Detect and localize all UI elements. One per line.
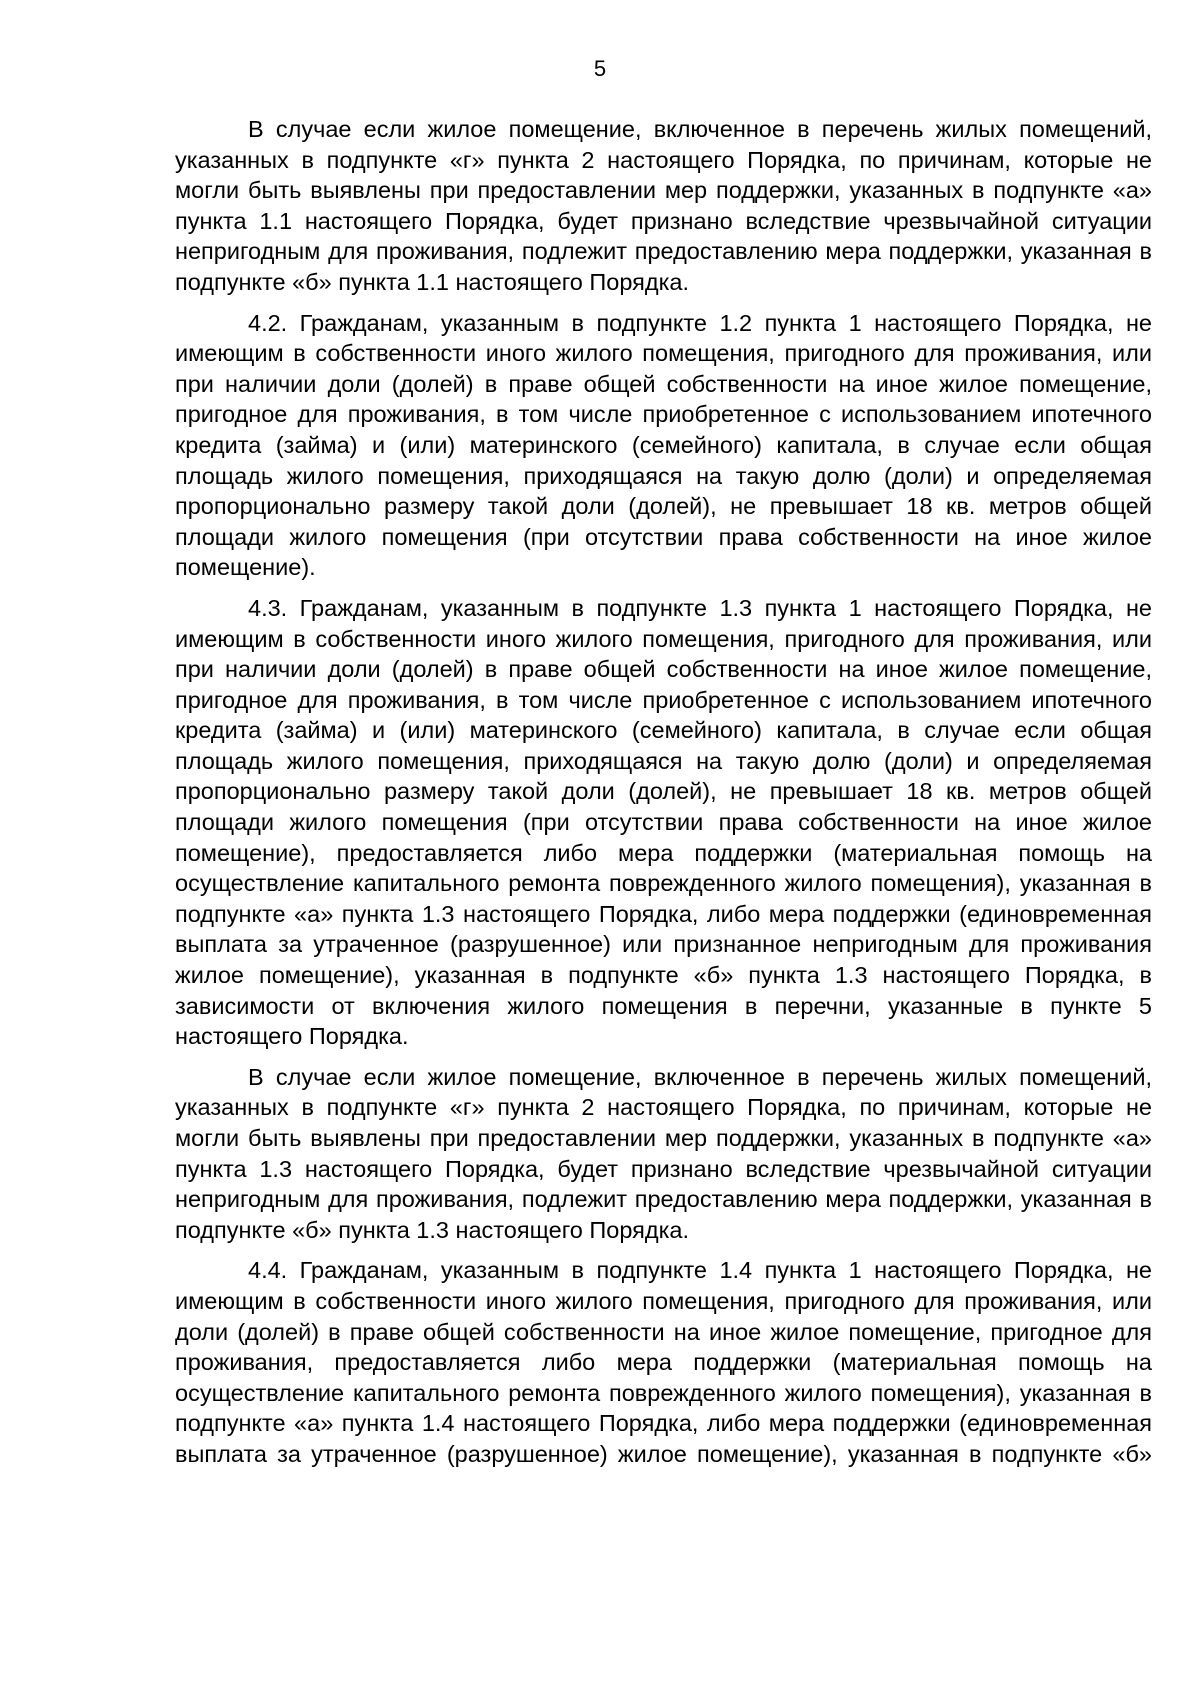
paragraph-case-1-3: В случае если жилое помещение, включенное в перечень жилых помещений, указанных в подпункте «г» пункта 2 настоящего Порядка, по причинам, которые не могли быть выявлены при предоставлении мер поддержки, указанных в подпункте «а» пункта 1.3 настоящего Порядка, будет признано вследствие чрезвычайной ситуации непригодным для проживания, подлежит предоставлению мера поддержки, указанная в подпункте «б» пункта 1.3 настоящего Порядка. bbox=[175, 1063, 1152, 1243]
page-number: 5 bbox=[593, 56, 607, 81]
paragraph-4-3: 4.3. Гражданам, указанным в подпункте 1.3 пункта 1 настоящего Порядка, не имеющим в собственности иного жилого помещения, пригодного для проживания, или при наличии доли (долей) в праве общей собственности на иное жилое помещение, пригодное для проживания, в том числе приобретенное с использованием ипотечного кредита (займа) и (или) материнского (семейного) капитала, в случае если общая площадь жилого помещения, приходящаяся на такую долю (доли) и определяемая пропорционально размеру такой доли (долей), не превышает 18 кв. метров общей площади жилого помещения (при отсутствии права собственности на иное жилое помещение), предоставляется либо мера поддержки (материальная помощь на осуществление капитального ремонта поврежденного жилого помещения), указанная в подпункте «а» пункта 1.3 настоящего Порядка, либо мера поддержки (единовременная выплата за утраченное (разрушенное) или признанное непригодным для проживания жилое помещение), указанная в подпункте «б» пункта 1.3 настоящего Порядка, в зависимости от включения жилого помещения в перечни, указанные в пункте 5 настоящего Порядка. bbox=[175, 594, 1152, 1050]
paragraph-4-2: 4.2. Гражданам, указанным в подпункте 1.2 пункта 1 настоящего Порядка, не имеющим в собственности иного жилого помещения, пригодного для проживания, или при наличии доли (долей) в праве общей собственности на иное жилое помещение, пригодное для проживания, в том числе приобретенное с использованием ипотечного кредита (займа) и (или) материнского (семейного) капитала, в случае если общая площадь жилого помещения, приходящаяся на такую долю (доли) и определяемая пропорционально размеру такой доли (долей), не превышает 18 кв. метров общей площади жилого помещения (при отсутствии права собственности на иное жилое помещение). bbox=[175, 309, 1152, 581]
document-body bbox=[175, 114, 1152, 1470]
paragraph-4-4: 4.4. Гражданам, указанным в подпункте 1.4 пункта 1 настоящего Порядка, не имеющим в собственности иного жилого помещения, пригодного для проживания, или доли (долей) в праве общей собственности на иное жилое помещение, пригодное для проживания, предоставляется либо мера поддержки (материальная помощь на осуществление капитального ремонта поврежденного жилого помещения), указанная в подпункте «а» пункта 1.4 настоящего Порядка, либо мера поддержки (единовременная выплата за утраченное (разрушенное) жилое помещение), указанная в подпункте «б» bbox=[175, 1257, 1152, 1467]
paragraph-case-1-1: В случае если жилое помещение, включенное в перечень жилых помещений, указанных в подпункте «г» пункта 2 настоящего Порядка, по причинам, которые не могли быть выявлены при предоставлении мер поддержки, указанных в подпункте «а» пункта 1.1 настоящего Порядка, будет признано вследствие чрезвычайной ситуации непригодным для проживания, подлежит предоставлению мера поддержки, указанная в подпункте «б» пункта 1.1 настоящего Порядка. bbox=[175, 116, 1152, 295]
